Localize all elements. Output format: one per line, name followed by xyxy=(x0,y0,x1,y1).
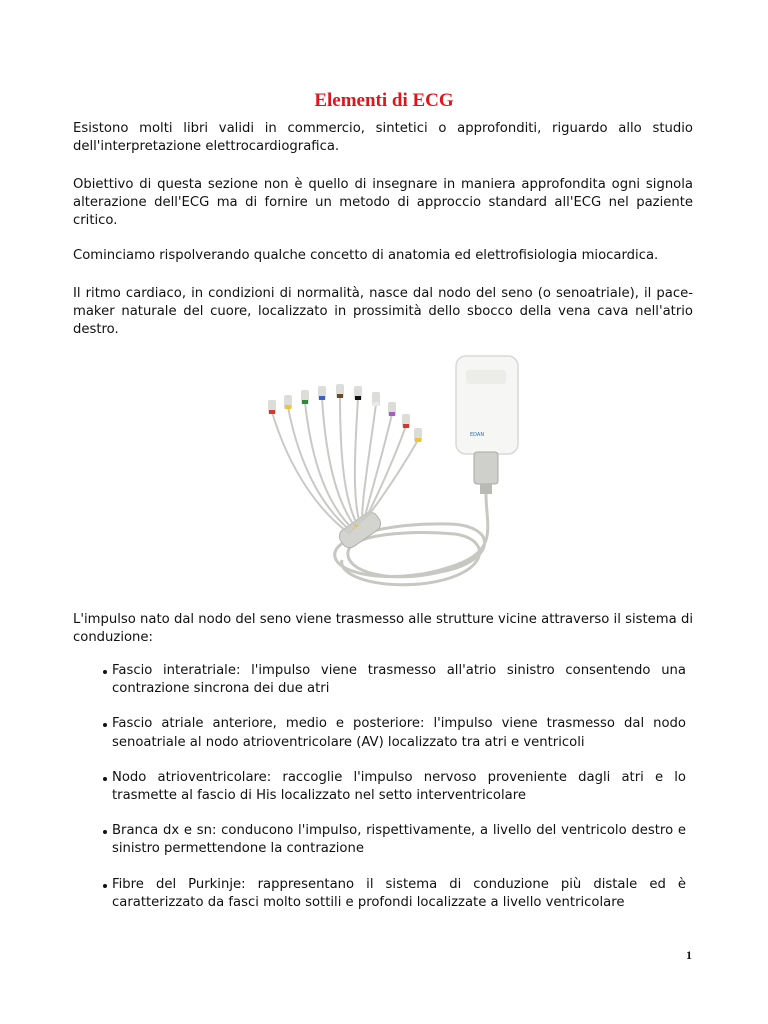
list-item-text: Fascio atriale anteriore, medio e posteriore: l'impulso viene trasmesso dal nodo senoatriale al nodo atrioventricolare (AV) localizzato tra atri e ventricoli xyxy=(112,716,686,750)
conduction-list xyxy=(112,662,686,912)
page-title: Elementi di ECG xyxy=(314,90,454,111)
paragraph-conduction: L'impulso nato dal nodo del seno viene trasmesso alle strutture vicine attraverso il sistema di conduzione: xyxy=(73,612,693,646)
list-item xyxy=(112,769,686,805)
ecg-cable-image xyxy=(250,352,530,600)
paragraph-rhythm: Il ritmo cardiaco, in condizioni di normalità, nasce dal nodo del seno (o senoatriale), il pace-maker naturale del cuore, localizzato in prossimità dello sbocco della vena cava nell'atrio destro. xyxy=(73,286,693,338)
list-item-text: Branca dx e sn: conducono l'impulso, rispettivamente, a livello del ventricolo destro e sinistro permettendone la contrazione xyxy=(112,823,686,857)
list-item-text: Nodo atrioventricolare: raccoglie l'impulso nervoso proveniente dagli atri e lo trasmette al fascio di His localizzato nel setto interventricolare xyxy=(112,769,686,804)
ecg-cable-illustration xyxy=(250,352,530,600)
connector-neck xyxy=(480,484,492,494)
paragraph-objective: Obiettivo di questa sezione non è quello di insegnare in maniera approfondita ogni signola alterazione dell'ECG ma di fornire un metodo di approccio standard all'ECG nel paziente critico. xyxy=(73,177,693,229)
bullet-dot xyxy=(103,884,107,888)
list-item-text: Fibre del Purkinje: rappresentano il sistema di conduzione più distale ed è caratterizzato da fasci molto sottili e profondi localizzate a livello ventricolare xyxy=(112,876,686,910)
bullet-dot xyxy=(103,777,107,781)
list-item xyxy=(112,715,686,751)
bullet-dot xyxy=(103,670,107,674)
list-item xyxy=(112,822,686,858)
lead-wires xyxy=(272,396,418,534)
bullet-dot xyxy=(103,830,107,834)
recorder-panel xyxy=(466,370,506,384)
device-label: EDAN xyxy=(470,432,485,438)
page-number: 1 xyxy=(686,948,692,962)
db-connector xyxy=(474,452,498,484)
list-item xyxy=(112,876,686,912)
paragraph-anatomy: Cominciamo rispolverando qualche concetto di anatomia ed elettrofisiologia miocardica. xyxy=(73,248,659,263)
paragraph-intro: Esistono molti libri validi in commercio, sintetici o approfonditi, riguardo allo studio dell'interpretazione elettrocardiografica. xyxy=(73,121,693,155)
list-item xyxy=(112,662,686,698)
lead-tips xyxy=(268,384,422,442)
bullet-dot xyxy=(103,723,107,727)
list-item-text: Fascio interatriale: l'impulso viene trasmesso all'atrio sinistro consentendo una contrazione sincrona dei due atri xyxy=(112,663,686,697)
